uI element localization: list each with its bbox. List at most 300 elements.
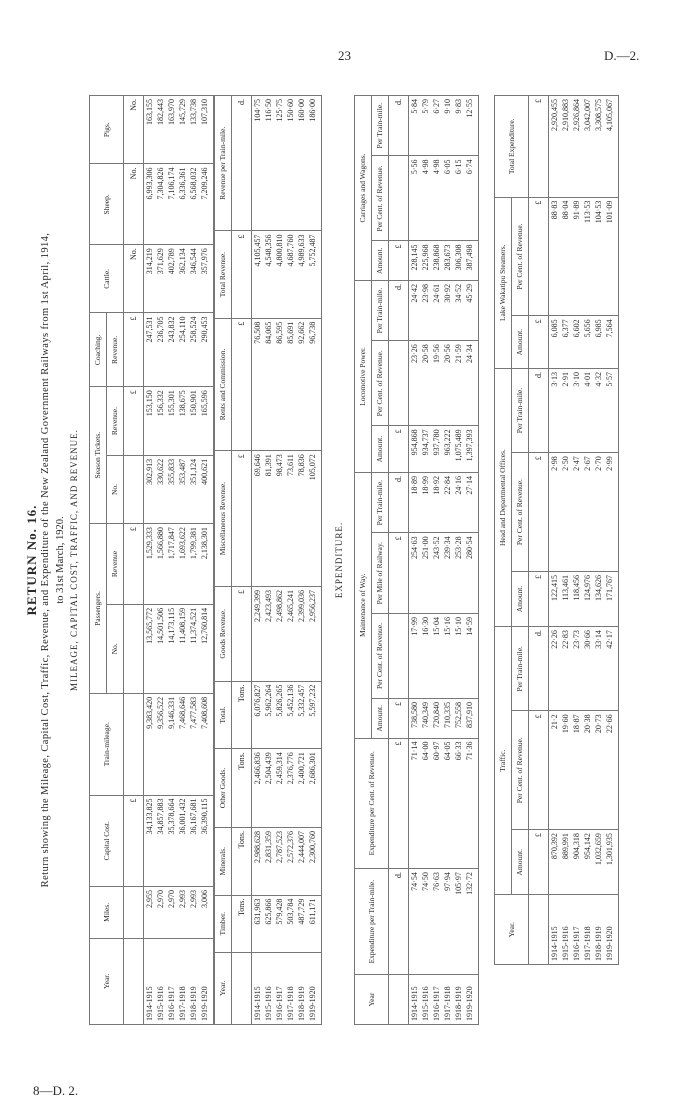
col-total: Total. <box>215 681 232 749</box>
cell-maint_amt: 738,580 <box>409 699 421 739</box>
cell-traffic_per: 30·66 <box>582 627 593 711</box>
cell-season_rev: 155,301 <box>166 387 177 456</box>
cell-maint_pct: 17·99 <box>409 614 421 699</box>
cell-exp_pct: 71·36 <box>464 738 479 869</box>
cell-traffic_amt: 1,301,935 <box>604 830 619 895</box>
table3-body <box>409 96 479 1025</box>
cell-maint_per_mile: 243·52 <box>431 533 442 614</box>
cell-year: 1916-1917 <box>166 938 177 1024</box>
cell-exp_pct: 66·33 <box>453 738 464 869</box>
cell-rents: 76,508 <box>252 318 264 451</box>
table-row <box>263 96 274 1025</box>
table-row <box>307 96 322 1025</box>
cell-car_amt: 387,498 <box>464 241 479 281</box>
table-row <box>285 96 296 1025</box>
cell-misc_rev: 78,836 <box>296 451 307 587</box>
cell-head_amt: 122,415 <box>549 571 561 626</box>
cell-timber: 503,784 <box>285 895 296 952</box>
cell-loco_per_train: 34·52 <box>453 280 464 340</box>
cell-pass_rev: 1,566,880 <box>155 524 166 605</box>
table-row <box>166 96 177 1025</box>
cell-year: 1914-1915 <box>252 952 264 1024</box>
cell-timber: 579,428 <box>274 895 285 952</box>
cell-car_amt: 283,673 <box>442 241 453 281</box>
cell-train_mileage: 7,477,583 <box>188 693 199 795</box>
cell-head_per: 5·57 <box>604 368 619 452</box>
page-number: 23 <box>338 48 351 63</box>
cell-timber: 487,729 <box>296 895 307 952</box>
cell-traffic_pct: 19·60 <box>560 711 571 830</box>
document-code: D.—2. <box>604 48 640 63</box>
cell-pass_rev: 1,717,847 <box>166 524 177 605</box>
cell-maint_pct: 16·30 <box>420 614 431 699</box>
col-maintenance: Maintenance of Way. <box>355 472 372 738</box>
cell-misc_rev: 81,391 <box>263 451 274 587</box>
cell-coaching_rev: 254,110 <box>177 313 188 387</box>
col-passengers-revenue: Revenue <box>107 524 124 605</box>
cell-timber: 631,963 <box>252 895 264 952</box>
cell-traffic_pct: 21·2 <box>549 711 561 830</box>
cell-goods_rev: 2,399,036 <box>296 587 307 682</box>
cell-year: 1915-1916 <box>263 952 274 1024</box>
cell-cattle: 346,544 <box>188 245 199 313</box>
cell-cattle: 362,134 <box>177 245 188 313</box>
col-timber: Timber. <box>215 895 232 952</box>
cell-train_mileage: 9,356,522 <box>155 693 166 795</box>
cell-car_pct: 6·05 <box>442 156 453 241</box>
col-revenue-per-mile: Revenue per Train-mile. <box>215 96 232 232</box>
return-subtitle-period: to 31st March, 1920. <box>55 516 66 604</box>
cell-year: 1915-1916 <box>420 975 431 1025</box>
cell-season_rev: 156,332 <box>155 387 166 456</box>
cell-season_no: 330,622 <box>155 455 166 523</box>
cell-year: 1919-1920 <box>604 895 619 965</box>
cell-rents: 85,691 <box>285 318 296 451</box>
goods-revenue-table <box>214 95 322 1025</box>
cell-traffic_pct: 20·38 <box>582 711 593 830</box>
cell-goods_rev: 2,249,399 <box>252 587 264 682</box>
cell-exp_pct: 60·97 <box>431 738 442 869</box>
cell-traffic_per: 23·73 <box>571 627 582 711</box>
cell-exp_pct: 64·00 <box>420 738 431 869</box>
cell-season_no: 400,621 <box>199 455 214 523</box>
cell-miles: 2,970 <box>155 886 166 938</box>
cell-minerals: 2,444,007 <box>296 827 307 895</box>
cell-traffic_pct: 18·87 <box>571 711 582 830</box>
cell-timber: 611,171 <box>307 895 322 952</box>
cell-goods_rev: 2,423,493 <box>263 587 274 682</box>
cell-maint_per_mile: 239·34 <box>442 533 453 614</box>
cell-head_per: 3·10 <box>571 368 582 452</box>
cell-capital: 34,133,825 <box>144 795 156 886</box>
cell-cattle: 357,976 <box>199 245 214 313</box>
cell-maint_pct: 15·10 <box>453 614 464 699</box>
cell-misc_rev: 69,646 <box>252 451 264 587</box>
col-passengers: Passengers. <box>90 524 107 694</box>
cell-capital: 36,167,681 <box>188 795 199 886</box>
cell-maint_per_mile: 251·00 <box>420 533 431 614</box>
cell-lake_pct: 91·89 <box>571 197 582 316</box>
cell-miles: 2,955 <box>144 886 156 938</box>
cell-year: 1915-1916 <box>155 938 166 1024</box>
cell-rev_per_mile: 125·75 <box>274 96 285 232</box>
cell-capital: 36,390,115 <box>199 795 214 886</box>
cell-head_pct: 2·99 <box>604 453 619 572</box>
cell-coaching_rev: 258,524 <box>188 313 199 387</box>
cell-pass_rev: 1,529,333 <box>144 524 156 605</box>
cell-season_no: 351,124 <box>188 455 199 523</box>
cell-pass_rev: 1,693,622 <box>177 524 188 605</box>
cell-lake_pct: 88·83 <box>549 197 561 316</box>
cell-loco_amt: 963,222 <box>442 426 453 473</box>
cell-season_no: 355,833 <box>166 455 177 523</box>
cell-car_amt: 225,968 <box>420 241 431 281</box>
table-row <box>464 96 479 1025</box>
table4-body <box>549 96 619 965</box>
cell-car_pct: 6·74 <box>464 156 479 241</box>
cell-year: 1916-1917 <box>274 952 285 1024</box>
unit-row: d. £ £ £ d. £ d. £ d. <box>389 96 409 1025</box>
cell-coaching_rev: 247,531 <box>144 313 156 387</box>
cell-season_rev: 165,596 <box>199 387 214 456</box>
cell-total_rev: 4,548,356 <box>263 231 274 318</box>
cell-sheep: 7,304,826 <box>155 164 166 245</box>
cell-total: 5,597,232 <box>307 681 322 749</box>
cell-maint_amt: 720,840 <box>431 699 442 739</box>
cell-head_amt: 124,976 <box>582 571 593 626</box>
cell-season_rev: 153,150 <box>144 387 156 456</box>
cell-other: 2,504,439 <box>263 749 274 828</box>
cell-year: 1919-1920 <box>199 938 214 1024</box>
cell-lake_amt: 6,377 <box>560 316 571 369</box>
cell-rev_per_mile: 186·00 <box>307 96 322 232</box>
cell-season_rev: 138,675 <box>177 387 188 456</box>
cell-year: 1917-1918 <box>442 975 453 1025</box>
cell-loco_amt: 934,737 <box>420 426 431 473</box>
cell-head_amt: 113,461 <box>560 571 571 626</box>
cell-head_per: 3·13 <box>549 368 561 452</box>
col-goods-revenue: Goods Revenue. <box>215 587 232 682</box>
unit-row: £ £ £ £ No. No. No. <box>124 96 144 1025</box>
cell-rev_per_mile: 104·75 <box>252 96 264 232</box>
cell-loco_per_train: 30·92 <box>442 280 453 340</box>
cell-pass_no: 13,565,772 <box>144 604 156 693</box>
cell-year: 1914-1915 <box>144 938 156 1024</box>
cell-car_pct: 5·56 <box>409 156 421 241</box>
cell-misc_rev: 105,072 <box>307 451 322 587</box>
table-row <box>155 96 166 1025</box>
cell-season_no: 353,487 <box>177 455 188 523</box>
table-row <box>420 96 431 1025</box>
cell-head_per: 4·01 <box>582 368 593 452</box>
cell-traffic_per: 42·17 <box>604 627 619 711</box>
col-year: Year <box>355 975 389 1025</box>
cell-pass_no: 14,501,506 <box>155 604 166 693</box>
cell-traffic_pct: 22·66 <box>604 711 619 830</box>
col-year: Year. <box>215 952 232 1024</box>
col-coaching-revenue: Revenue. <box>107 313 124 387</box>
cell-minerals: 2,831,359 <box>263 827 274 895</box>
cell-lake_amt: 5,656 <box>582 316 593 369</box>
cell-total: 2,926,864 <box>571 96 582 198</box>
cell-sheep: 6,336,361 <box>177 164 188 245</box>
expenditure-table: Year Expenditure per Train-mile. Expenditure per Cent. of Revenue. Maintenance of Way. Locomotive Power. Carriages and Wagons. Amount. Per Cent. of Revenue. Per Mile of Railway. Per Train-mile. Amount. Per Cent. of Revenue. Per Train-mile. Amount. Per Cent. of Revenue. Per Train-mile. d. £ £ £ d. £ d. £ d. 1914-1915 74·54 71·14 738,580 17·99 254·63 18·89 954,868 23·26 24·42 228,145 5·56 5·84 1915-1916 74·50 64·00 740,349 16·30 251·00 18·99 934,737 20·58 23·98 225,968 4·98 5·79 1916-1917 76·63 60·97 720,840 15·04 243·52 18·92 937,780 19·56 24·61 238,868 4·98 6·27 1917-1918 97·94 64·05 710,335 15·16 239·34 22·84 963,222 20·56 30·92 283,673 6·05 9·10 1918-1919 105·97 66·33 752,558 15·10 253·28 24·16 1,075,489 21·59 34·52 306,308 6·15 9·83 1919-1920 132·72 71·36 837,910 14·59 280·54 27·14 1,397,393 24·34 45·29 387,498 6·74 12·55 <box>354 95 479 1025</box>
cell-car_per_train: 5·84 <box>409 96 421 156</box>
cell-loco_pct: 24·34 <box>464 341 479 426</box>
cell-total: 2,920,455 <box>549 96 561 198</box>
cell-maint_pct: 15·16 <box>442 614 453 699</box>
unit-row: Tons. Tons. Tons. Tons. £ £ £ £ d. <box>232 96 252 1025</box>
cell-other: 2,459,314 <box>274 749 285 828</box>
table-row <box>409 96 421 1025</box>
col-sheep: Sheep. <box>90 164 124 245</box>
cell-total: 6,076,827 <box>252 681 264 749</box>
cell-maint_per_train: 27·14 <box>464 472 479 532</box>
cell-year: 1916-1917 <box>571 895 582 965</box>
cell-other: 2,686,301 <box>307 749 322 828</box>
cell-loco_per_train: 23·98 <box>420 280 431 340</box>
cell-car_amt: 306,308 <box>453 241 464 281</box>
cell-total: 4,105,067 <box>604 96 619 198</box>
cell-maint_amt: 837,910 <box>464 699 479 739</box>
table-row <box>177 96 188 1025</box>
cell-pass_no: 11,374,521 <box>188 604 199 693</box>
cell-loco_pct: 20·58 <box>420 341 431 426</box>
cell-capital: 36,001,432 <box>177 795 188 886</box>
cell-loco_pct: 19·56 <box>431 341 442 426</box>
col-total-expenditure: Total Expenditure. <box>495 96 529 198</box>
cell-goods_rev: 2,465,241 <box>285 587 296 682</box>
cell-exp_per_mile: 105·97 <box>453 869 464 975</box>
col-head-offices: Head and Departmental Offices. <box>495 368 512 626</box>
cell-year: 1914-1915 <box>549 895 561 965</box>
cell-coaching_rev: 236,705 <box>155 313 166 387</box>
cell-lake_pct: 88·04 <box>560 197 571 316</box>
cell-car_per_train: 9·10 <box>442 96 453 156</box>
col-year: Year. <box>495 895 529 965</box>
cell-year: 1915-1916 <box>560 895 571 965</box>
cell-car_amt: 238,868 <box>431 241 442 281</box>
cell-lake_amt: 7,564 <box>604 316 619 369</box>
table-row <box>571 96 582 965</box>
table-row <box>296 96 307 1025</box>
cell-rents: 86,595 <box>274 318 285 451</box>
unit-row: £ £ d. £ £ d. £ £ £ <box>529 96 549 965</box>
section-heading-mileage: MILEAGE, CAPITAL COST, TRAFFIC, AND REVENUE. <box>69 429 79 691</box>
cell-maint_per_mile: 254·63 <box>409 533 421 614</box>
col-capital-cost: Capital Cost. <box>90 795 124 886</box>
col-lake-steamers: Lake Wakatipu Steamers. <box>495 197 512 368</box>
cell-traffic_pct: 20·73 <box>593 711 604 830</box>
cell-miles: 3,006 <box>199 886 214 938</box>
table-row <box>582 96 593 965</box>
cell-car_pct: 6·15 <box>453 156 464 241</box>
col-rents: Rents and Commission. <box>215 318 232 451</box>
page-footer: 8—D. 2. <box>33 1083 79 1098</box>
cell-total_rev: 5,752,487 <box>307 231 322 318</box>
col-season-no: No. <box>107 455 124 523</box>
table-row <box>188 96 199 1025</box>
cell-lake_pct: 113·53 <box>582 197 593 316</box>
cell-lake_pct: 101·09 <box>604 197 619 316</box>
table-row <box>144 96 156 1025</box>
cell-loco_amt: 1,075,489 <box>453 426 464 473</box>
cell-rents: 92,662 <box>296 318 307 451</box>
table-row <box>252 96 264 1025</box>
cell-maint_per_train: 18·99 <box>420 472 431 532</box>
col-minerals: Minerals. <box>215 827 232 895</box>
cell-maint_pct: 14·59 <box>464 614 479 699</box>
cell-year: 1916-1917 <box>431 975 442 1025</box>
cell-rev_per_mile: 160·00 <box>296 96 307 232</box>
cell-lake_amt: 6,085 <box>549 316 561 369</box>
cell-loco_pct: 23·26 <box>409 341 421 426</box>
cell-loco_amt: 937,780 <box>431 426 442 473</box>
cell-pigs: 182,443 <box>155 96 166 164</box>
table-row <box>453 96 464 1025</box>
cell-head_pct: 2·50 <box>560 453 571 572</box>
cell-cattle: 402,789 <box>166 245 177 313</box>
cell-head_per: 2·91 <box>560 368 571 452</box>
cell-sheep: 7,209,246 <box>199 164 214 245</box>
cell-traffic_amt: 889,991 <box>560 830 571 895</box>
cell-traffic_per: 22·83 <box>560 627 571 711</box>
cell-year: 1918-1919 <box>188 938 199 1024</box>
table-row <box>593 96 604 965</box>
cell-exp_pct: 64·05 <box>442 738 453 869</box>
return-title: RETURN No. 16. <box>24 504 39 616</box>
cell-other: 2,466,836 <box>252 749 264 828</box>
cell-total_rev: 4,687,760 <box>285 231 296 318</box>
cell-minerals: 2,988,628 <box>252 827 264 895</box>
cell-maint_per_mile: 253·28 <box>453 533 464 614</box>
col-other-goods: Other Goods. <box>215 749 232 828</box>
cell-total: 5,962,264 <box>263 681 274 749</box>
cell-season_rev: 150,901 <box>188 387 199 456</box>
cell-year: 1918-1919 <box>296 952 307 1024</box>
cell-car_pct: 4·98 <box>420 156 431 241</box>
cell-maint_per_train: 18·92 <box>431 472 442 532</box>
cell-traffic_per: 22·26 <box>549 627 561 711</box>
cell-year: 1917-1918 <box>177 938 188 1024</box>
cell-goods_rev: 2,498,862 <box>274 587 285 682</box>
cell-total: 3,308,575 <box>593 96 604 198</box>
cell-traffic_amt: 954,142 <box>582 830 593 895</box>
cell-total: 3,042,007 <box>582 96 593 198</box>
cell-season_no: 302,913 <box>144 455 156 523</box>
cell-maint_per_train: 24·16 <box>453 472 464 532</box>
cell-misc_rev: 73,611 <box>285 451 296 587</box>
col-miles: Miles. <box>90 886 124 938</box>
cell-miles: 2,993 <box>188 886 199 938</box>
cell-minerals: 2,787,523 <box>274 827 285 895</box>
cell-exp_per_mile: 97·94 <box>442 869 453 975</box>
cell-pass_no: 14,173,115 <box>166 604 177 693</box>
cell-car_per_train: 6·27 <box>431 96 442 156</box>
cell-exp_per_mile: 132·72 <box>464 869 479 975</box>
col-coaching: Coaching. <box>90 313 107 387</box>
cell-pigs: 163,155 <box>144 96 156 164</box>
cell-train_mileage: 9,146,331 <box>166 693 177 795</box>
cell-car_amt: 228,145 <box>409 241 421 281</box>
cell-rents: 96,738 <box>307 318 322 451</box>
cell-miles: 2,993 <box>177 886 188 938</box>
cell-total_rev: 4,105,457 <box>252 231 264 318</box>
cell-train_mileage: 7,408,608 <box>199 693 214 795</box>
cell-total_rev: 4,800,810 <box>274 231 285 318</box>
cell-pass_no: 11,408,159 <box>177 604 188 693</box>
cell-total: 5,452,136 <box>285 681 296 749</box>
table-row <box>431 96 442 1025</box>
cell-year: 1917-1918 <box>285 952 296 1024</box>
col-cattle: Cattle. <box>90 245 124 313</box>
cell-car_per_train: 5·79 <box>420 96 431 156</box>
table-row <box>604 96 619 965</box>
traffic-offices-table: Year. Traffic. Head and Departmental Offices. Lake Wakatipu Steamers. Total Expenditure. Amount. Per Cent. of Revenue. Per Train-mile. Amount. Per Cent. of Revenue. Per Train-mile. Amount. Per Cent. of Revenue. £ £ d. £ £ d. £ £ £ 1914-1915 870,392 21·2 22·26 122,415 2·98 3·13 6,085 88·83 2,920,455 1915-1916 889,991 19·60 22·83 113,461 2·50 2·91 6,377 88·04 2,910,883 1916-1917 904,318 18·87 23·73 118,456 2·47 3·10 6,602 91·89 2,926,864 1917-1918 954,142 20·38 30·66 124,976 2·67 4·01 5,656 113·53 3,042,007 1918-1919 1,032,659 20·73 33·14 134,626 2·70 4·32 6,985 104·53 3,308,575 1919-1920 1,301,935 22·66 42·17 171,767 2·99 5·57 7,564 101·09 4,105,067 <box>494 95 619 965</box>
cell-head_pct: 2·98 <box>549 453 561 572</box>
cell-minerals: 2,572,376 <box>285 827 296 895</box>
cell-year: 1919-1920 <box>307 952 322 1024</box>
cell-exp_per_mile: 76·63 <box>431 869 442 975</box>
cell-year: 1914-1915 <box>409 975 421 1025</box>
cell-exp_pct: 71·14 <box>409 738 421 869</box>
cell-pass_rev: 1,799,381 <box>188 524 199 605</box>
table-row <box>442 96 453 1025</box>
cell-pigs: 145,729 <box>177 96 188 164</box>
cell-exp_per_mile: 74·54 <box>409 869 421 975</box>
col-pigs: Pigs. <box>90 96 124 164</box>
col-carriages: Carriages and Wagons. <box>355 96 372 281</box>
cell-loco_amt: 954,868 <box>409 426 421 473</box>
cell-loco_per_train: 24·61 <box>431 280 442 340</box>
cell-maint_per_train: 18·89 <box>409 472 421 532</box>
cell-train_mileage: 9,383,420 <box>144 693 156 795</box>
cell-coaching_rev: 243,832 <box>166 313 177 387</box>
cell-capital: 34,857,883 <box>155 795 166 886</box>
cell-pigs: 133,738 <box>188 96 199 164</box>
cell-head_amt: 134,626 <box>593 571 604 626</box>
cell-loco_amt: 1,397,393 <box>464 426 479 473</box>
col-locomotive: Locomotive Power. <box>355 280 372 472</box>
cell-maint_per_mile: 280·54 <box>464 533 479 614</box>
cell-maint_amt: 710,335 <box>442 699 453 739</box>
cell-head_amt: 171,767 <box>604 571 619 626</box>
cell-lake_amt: 6,602 <box>571 316 582 369</box>
cell-total: 5,826,265 <box>274 681 285 749</box>
return-subtitle: Return showing the Mileage, Capital Cost, Traffic, Revenue, and Expenditure of the New Zealand Government Railways from 1st April, 1914, <box>40 232 51 888</box>
cell-cattle: 371,629 <box>155 245 166 313</box>
cell-loco_pct: 21·59 <box>453 341 464 426</box>
cell-sheep: 6,993,306 <box>144 164 156 245</box>
col-traffic: Traffic. <box>495 627 512 895</box>
cell-year: 1918-1919 <box>453 975 464 1025</box>
col-exp-per-mile: Expenditure per Train-mile. <box>355 869 389 975</box>
table-row <box>560 96 571 965</box>
col-year: Year. <box>90 938 124 1024</box>
col-misc-revenue: Miscellaneous Revenue. <box>215 451 232 587</box>
col-exp-pct: Expenditure per Cent. of Revenue. <box>355 738 389 869</box>
cell-year: 1918-1919 <box>593 895 604 965</box>
cell-traffic_amt: 870,392 <box>549 830 561 895</box>
table1-body <box>144 96 214 1025</box>
cell-minerals: 2,300,760 <box>307 827 322 895</box>
cell-train_mileage: 7,468,646 <box>177 693 188 795</box>
cell-car_per_train: 9·83 <box>453 96 464 156</box>
cell-head_pct: 2·70 <box>593 453 604 572</box>
cell-cattle: 314,219 <box>144 245 156 313</box>
cell-coaching_rev: 290,453 <box>199 313 214 387</box>
table-row <box>549 96 561 965</box>
